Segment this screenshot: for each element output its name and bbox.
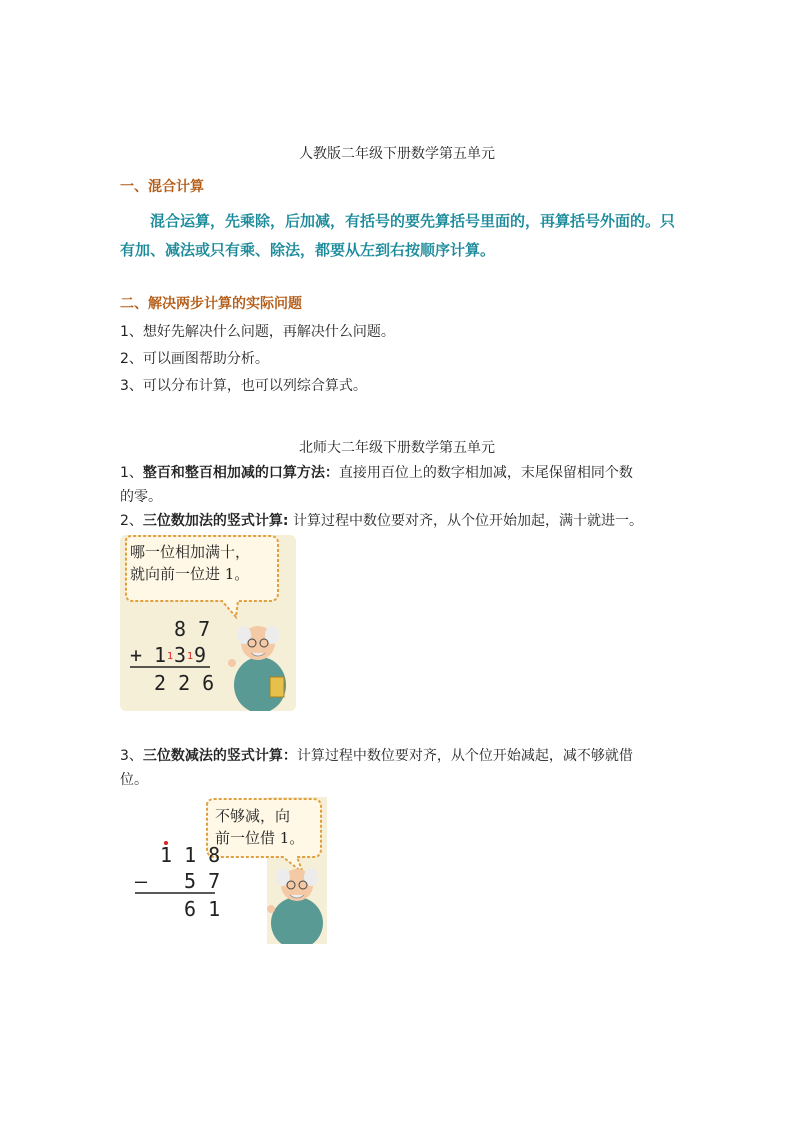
rule-line-1: 混合运算，先乘除，后加减，有括号的要先算括号里面的，再算括号外面的。只 [150,212,676,230]
paragraph-mental-calc-line2: 的零。 [120,489,162,505]
para-number: 2、 [120,513,143,529]
para-text: 直接用百位上的数字相加减，末尾保留相同个数 [338,465,633,481]
addend-2-ones: 9 [194,643,207,667]
list-item: 1、想好先解决什么问题，再解决什么问题。 [120,324,395,340]
difference-result: 6 1 [184,897,221,921]
sum-result: 2 2 6 [154,671,215,695]
subtraction-bubble-text [215,805,304,849]
para-number: 1、 [120,465,143,481]
carry-mark: 1 [187,651,194,662]
plus-sign: + [130,643,143,667]
addend-2-tens: 3 [174,643,187,667]
carry-mark: 1 [167,651,174,662]
unit-title-bnu: 北师大二年级下册数学第五单元 [299,440,495,456]
para-bold-lead: 整百和整百相加减的口算方法： [142,465,339,481]
bubble-line-2: 前一位借 1。 [215,829,305,847]
paragraph-subtraction-line2: 位。 [120,772,148,788]
rule-line-2: 有加、减法或只有乘、除法，都要从左到右按顺序计算。 [120,241,496,259]
minus-sign: – [135,869,148,893]
paragraph-addition [120,510,643,530]
para-text: 计算过程中数位要对齐，从个位开始加起，满十就进一。 [288,513,643,529]
addend-1: 8 7 [174,617,211,641]
minuend: 1 1 8 [160,843,221,867]
unit-title-pep: 人教版二年级下册数学第五单元 [299,146,495,162]
para-bold-lead: 三位数加法的竖式计算: [142,513,289,529]
paragraph-mental-calc [120,462,633,482]
list-item: 2、可以画图帮助分析。 [120,351,269,367]
para-text: 计算过程中数位要对齐，从个位开始减起，减不够就借 [296,748,633,764]
subtraction-figure [127,797,327,944]
section-heading-two-step: 二、解决两步计算的实际问题 [120,296,302,312]
addition-bubble-text [130,541,250,585]
para-bold-lead: 三位数减法的竖式计算： [142,748,297,764]
mixed-calc-rule [120,207,690,265]
subtrahend: 5 7 [184,869,221,893]
para-number: 3、 [120,748,143,764]
paragraph-subtraction [120,745,633,765]
bubble-line-1: 哪一位相加满十， [130,543,251,561]
addend-2-hundreds: 1 [154,643,167,667]
bubble-line-1: 不够减，向 [215,807,291,825]
bubble-line-2: 就向前一位进 1。 [130,565,250,583]
list-item: 3、可以分布计算，也可以列综合算式。 [120,378,367,394]
section-heading-mixed-calc: 一、混合计算 [120,179,204,195]
addition-figure [120,535,296,711]
